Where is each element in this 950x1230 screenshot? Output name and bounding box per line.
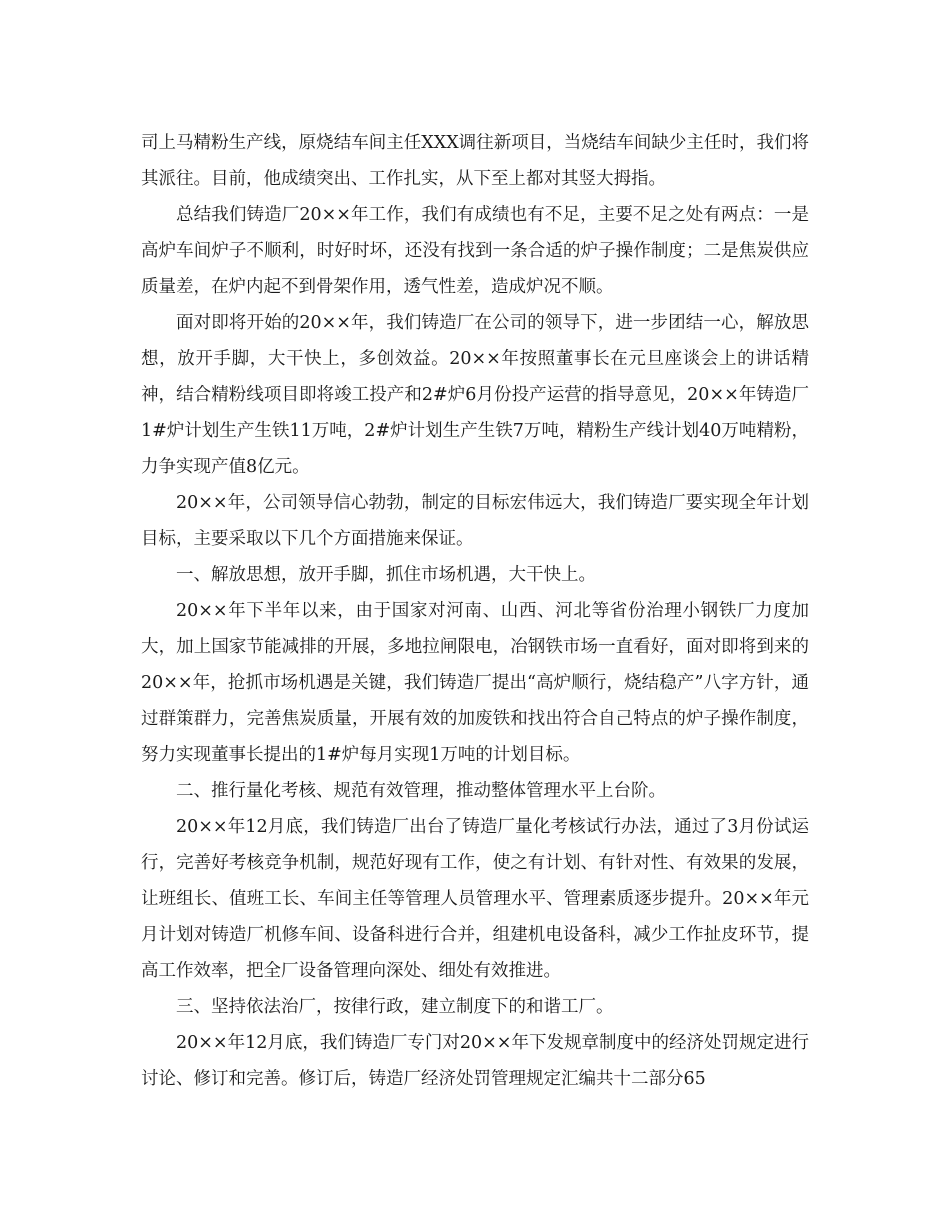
heading-section-two: 二、推行量化考核、规范有效管理，推动整体管理水平上台阶。 <box>176 781 666 801</box>
heading-section-one: 一、解放思想，放开手脚，抓住市场机遇，大干快上。 <box>176 565 596 585</box>
paragraph-measures-intro: 20××年，公司领导信心勃勃，制定的目标宏伟远大，我们铸造厂要实现全年计划目标，主要采取以下几个方面措施来保证。 <box>141 493 809 549</box>
document-body <box>141 125 809 1097</box>
heading-section-three: 三、坚持依法治厂，按律行政，建立制度下的和谐工厂。 <box>176 997 614 1017</box>
paragraph-section-three-body: 20××年12月底，我们铸造厂专门对20××年下发规章制度中的经济处罚规定进行讨论、修订和完善。修订后，铸造厂经济处罚管理规定汇编共十二部分65 <box>141 1033 809 1089</box>
paragraph-continuation: 司上马精粉生产线，原烧结车间主任XXX调往新项目，当烧结车间缺少主任时，我们将其派往。目前，他成绩突出、工作扎实，从下至上都对其竖大拇指。 <box>141 133 809 189</box>
paragraph-section-two-body: 20××年12月底，我们铸造厂出台了铸造厂量化考核试行办法，通过了3月份试运行，完善好考核竞争机制，规范好现有工作，使之有计划、有针对性、有效果的发展，让班组长、值班工长、车间主任等管理人员管理水平、管理素质逐步提升。20××年元月计划对铸造厂机修车间、设备科进行合并，组建机电设备科，减少工作扯皮环节，提高工作效率，把全厂设备管理向深处、细处有效推进。 <box>141 817 809 981</box>
paragraph-next-year-plan: 面对即将开始的20××年，我们铸造厂在公司的领导下，进一步团结一心，解放思想，放开手脚，大干快上，多创效益。20××年按照董事长在元旦座谈会上的讲话精神，结合精粉线项目即将竣工投产和2#炉6月份投产运营的指导意见，20××年铸造厂1#炉计划生产生铁11万吨，2#炉计划生产生铁7万吨，精粉生产线计划40万吨精粉，力争实现产值8亿元。 <box>141 313 809 477</box>
paragraph-summary-shortcomings: 总结我们铸造厂20××年工作，我们有成绩也有不足，主要不足之处有两点：一是高炉车间炉子不顺利，时好时坏，还没有找到一条合适的炉子操作制度；二是焦炭供应质量差，在炉内起不到骨架作用，透气性差，造成炉况不顺。 <box>141 205 809 297</box>
paragraph-section-one-body: 20××年下半年以来，由于国家对河南、山西、河北等省份治理小钢铁厂力度加大，加上国家节能减排的开展，多地拉闸限电，冶钢铁市场一直看好，面对即将到来的20××年，抢抓市场机遇是关键，我们铸造厂提出“高炉顺行，烧结稳产”八字方针，通过群策群力，完善焦炭质量，开展有效的加废铁和找出符合自己特点的炉子操作制度，努力实现董事长提出的1#炉每月实现1万吨的计划目标。 <box>141 601 809 765</box>
